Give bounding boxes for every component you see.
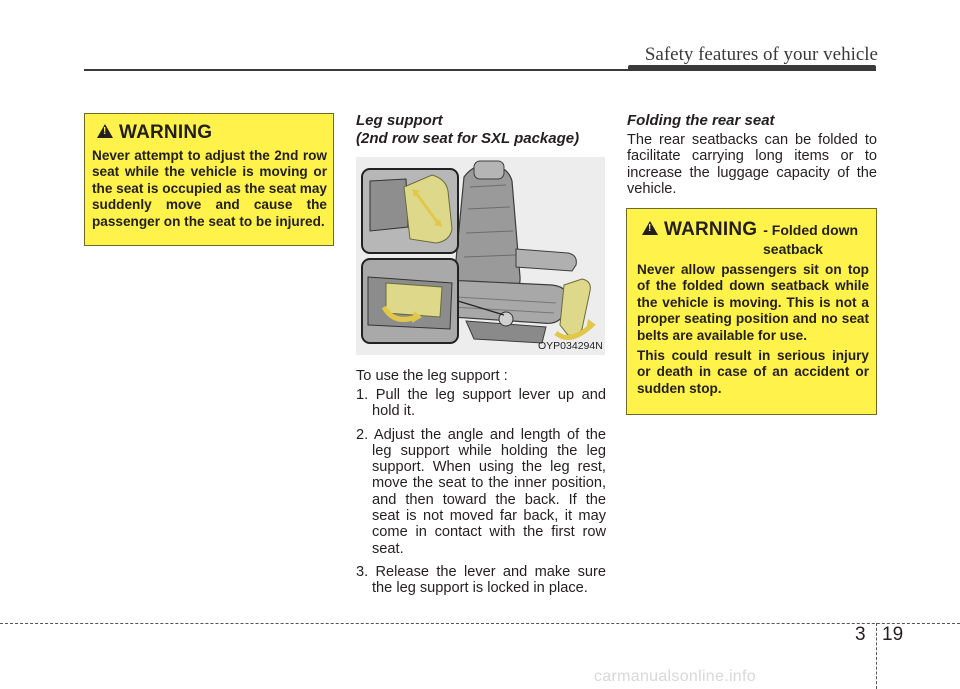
warning-label: WARNING bbox=[664, 219, 758, 240]
warning-subtitle-line2: seatback bbox=[763, 241, 823, 257]
folding-body: The rear seatbacks can be folded to facilitate carrying long items or to increase the luggage capacity of the vehicle. bbox=[627, 132, 877, 197]
list-item: 2. Adjust the angle and length of the leg support while holding the leg support. When using the leg rest, move the seat to the inner position, and then toward the back. If the seat is not moved far back, it may come in contact with the first row seat. bbox=[356, 426, 606, 557]
footer-separator bbox=[876, 623, 877, 689]
leg-support-steps bbox=[356, 387, 606, 604]
leg-support-heading-line2: (2nd row seat for SXL package) bbox=[356, 130, 580, 147]
seat-illustration-svg bbox=[356, 157, 605, 355]
folding-heading: Folding the rear seat bbox=[627, 112, 775, 129]
warning-body: Never attempt to adjust the 2nd row seat while the vehicle is moving or the seat is occupied as the seat may suddenly move and cause the passenger on the seat to be injured. bbox=[92, 148, 327, 229]
warning-triangle-icon bbox=[97, 124, 113, 138]
warning-label: WARNING bbox=[119, 122, 213, 143]
footer-rule bbox=[0, 623, 960, 624]
warning-triangle-icon bbox=[642, 221, 658, 235]
leg-support-heading-line1: Leg support bbox=[356, 112, 443, 129]
figure-code: OYP034294N bbox=[538, 340, 603, 352]
leg-support-heading bbox=[356, 112, 579, 148]
warning-subtitle-line1: - Folded down bbox=[763, 222, 859, 238]
warning-body bbox=[637, 262, 869, 397]
warning-box-right bbox=[626, 208, 877, 415]
header-tab-bar bbox=[628, 65, 876, 71]
warning-heading bbox=[92, 122, 327, 144]
section-title: Safety features of your vehicle bbox=[644, 44, 878, 65]
site-watermark: carmanualsonline.info bbox=[594, 668, 756, 685]
leg-support-intro: To use the leg support : bbox=[356, 368, 508, 384]
warning-paragraph: This could result in serious injury or death in case of an accident or sudden stop. bbox=[637, 348, 869, 396]
page-number: 19 bbox=[882, 624, 904, 645]
warning-paragraph: Never allow passengers sit on top of the folded down seatback while the vehicle is moving. This is not a proper seating position and no seat belts are available for use. bbox=[637, 262, 869, 343]
list-item: 1. Pull the leg support lever up and hold it. bbox=[356, 387, 606, 420]
chapter-number: 3 bbox=[855, 624, 866, 645]
list-item: 3. Release the lever and make sure the leg support is locked in place. bbox=[356, 563, 606, 597]
warning-heading bbox=[637, 219, 869, 241]
seat-leg-support-illustration bbox=[356, 157, 605, 355]
warning-box-left bbox=[84, 113, 334, 246]
